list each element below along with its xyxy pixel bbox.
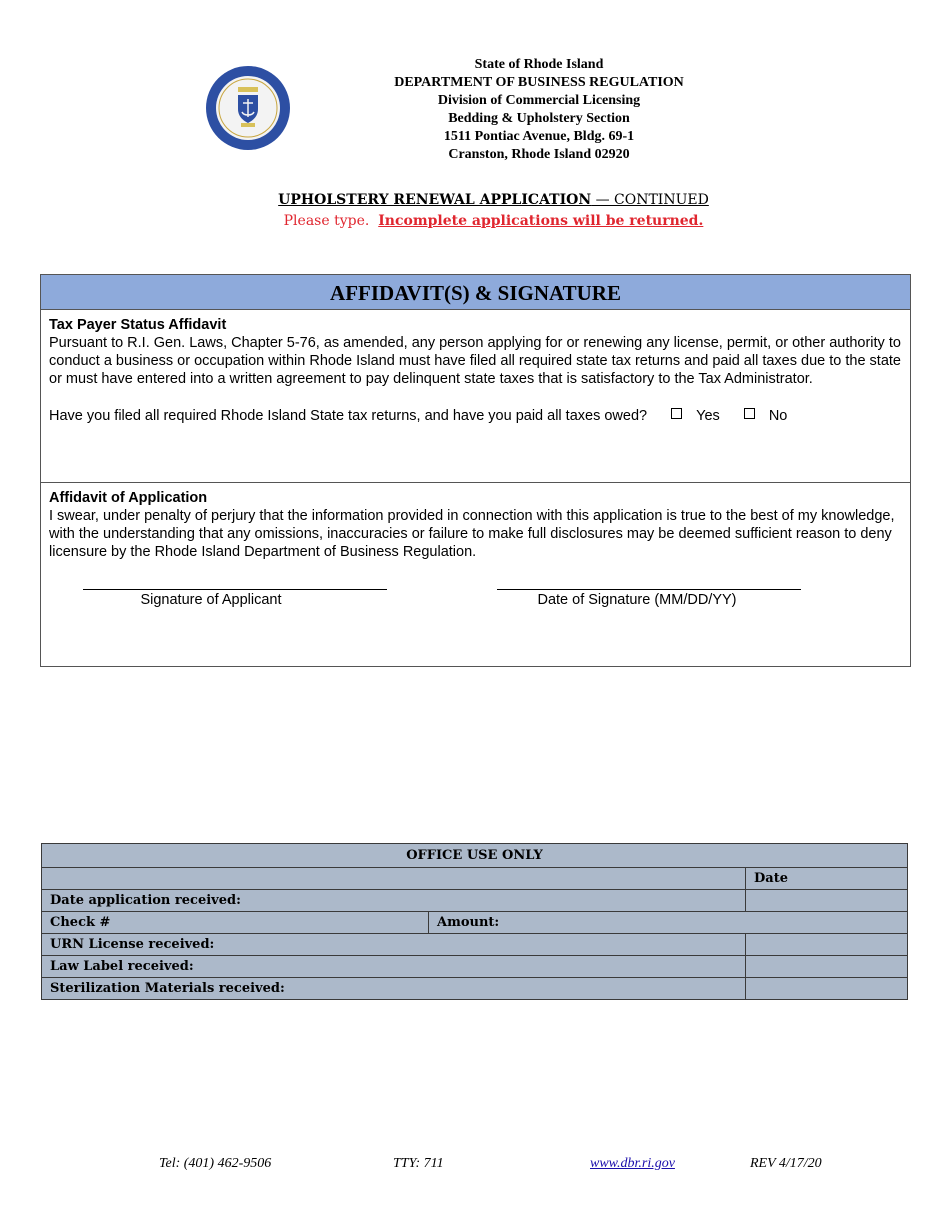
footer-tty: TTY: 711 <box>393 1156 444 1171</box>
letterhead-state: State of Rhode Island <box>474 57 604 72</box>
table-row <box>42 912 908 934</box>
footer-website-link[interactable]: www.dbr.ri.gov <box>590 1156 675 1171</box>
office-header-blank <box>42 868 746 890</box>
signature-line[interactable] <box>83 589 387 590</box>
please-type-note: Please type. <box>283 213 370 229</box>
amount-label: Amount: <box>429 912 908 934</box>
law-label-label: Law Label received: <box>42 956 746 978</box>
footer <box>0 1156 950 1176</box>
yes-label: Yes <box>696 408 720 424</box>
application-affidavit <box>41 483 910 639</box>
affidavit-section <box>40 274 911 667</box>
table-row <box>42 934 908 956</box>
form-title-continued: — CONTINUED <box>591 192 709 208</box>
tax-yes-option[interactable] <box>671 407 720 425</box>
urn-license-date-cell[interactable] <box>746 934 908 956</box>
sterilization-date-cell[interactable] <box>746 978 908 1000</box>
law-label-date-cell[interactable] <box>746 956 908 978</box>
footer-phone: Tel: (401) 462-9506 <box>159 1156 272 1171</box>
tax-question <box>49 407 902 425</box>
tax-affidavit-title: Tax Payer Status Affidavit <box>49 317 227 333</box>
signature-label: Signature of Applicant <box>140 592 282 608</box>
incomplete-warning: Incomplete applications will be returned. <box>378 213 704 229</box>
form-title-main: UPHOLSTERY RENEWAL APPLICATION <box>278 192 592 208</box>
check-number-label: Check # <box>42 912 429 934</box>
office-use-table <box>41 843 908 1000</box>
department-seal-icon <box>205 65 291 151</box>
letterhead-department: DEPARTMENT OF BUSINESS REGULATION <box>394 75 684 90</box>
tax-affidavit-body: Pursuant to R.I. Gen. Laws, Chapter 5-76, as amended, any person applying for or renewing any license, permit, or other authority to conduct a business or occupation within Rhode Island must have filed all required state tax returns and paid all taxes due to the state or must have entered into a written agreement to pay delinquent state taxes that is satisfactory to the Tax Administrator. <box>49 335 901 387</box>
application-affidavit-body: I swear, under penalty of perjury that the information provided in connection with this application is true to the best of my knowledge, with the understanding that any omissions, inaccuracies or failure to make full disclosures may be deemed sufficient reason to deny licensure by the Rhode Island Department of Business Regulation. <box>49 508 895 560</box>
table-row <box>42 890 908 912</box>
no-checkbox[interactable] <box>744 408 755 419</box>
letterhead-section: Bedding & Upholstery Section <box>448 111 630 126</box>
affidavit-header: AFFIDAVIT(S) & SIGNATURE <box>41 275 910 310</box>
tax-no-option[interactable] <box>744 407 788 425</box>
sterilization-label: Sterilization Materials received: <box>42 978 746 1000</box>
form-title <box>200 190 787 232</box>
date-received-cell[interactable] <box>746 890 908 912</box>
office-use-title: OFFICE USE ONLY <box>42 844 908 868</box>
date-signature-line[interactable] <box>497 589 801 590</box>
footer-revision: REV 4/17/20 <box>750 1156 822 1171</box>
letterhead <box>339 56 739 164</box>
letterhead-street: 1511 Pontiac Avenue, Bldg. 69-1 <box>443 129 635 144</box>
tax-question-text: Have you filed all required Rhode Island State tax returns, and have you paid all taxes owed? <box>49 408 648 424</box>
date-signature-label: Date of Signature (MM/DD/YY) <box>537 592 737 608</box>
table-row <box>42 956 908 978</box>
letterhead-city: Cranston, Rhode Island 02920 <box>448 147 630 162</box>
letterhead-division: Division of Commercial Licensing <box>437 93 641 108</box>
date-received-label: Date application received: <box>42 890 746 912</box>
application-affidavit-title: Affidavit of Application <box>49 490 208 506</box>
yes-checkbox[interactable] <box>671 408 682 419</box>
tax-payer-affidavit <box>41 310 910 483</box>
signature-row <box>49 579 902 639</box>
office-date-header: Date <box>746 868 908 890</box>
no-label: No <box>768 408 788 424</box>
urn-license-label: URN License received: <box>42 934 746 956</box>
table-row <box>42 978 908 1000</box>
